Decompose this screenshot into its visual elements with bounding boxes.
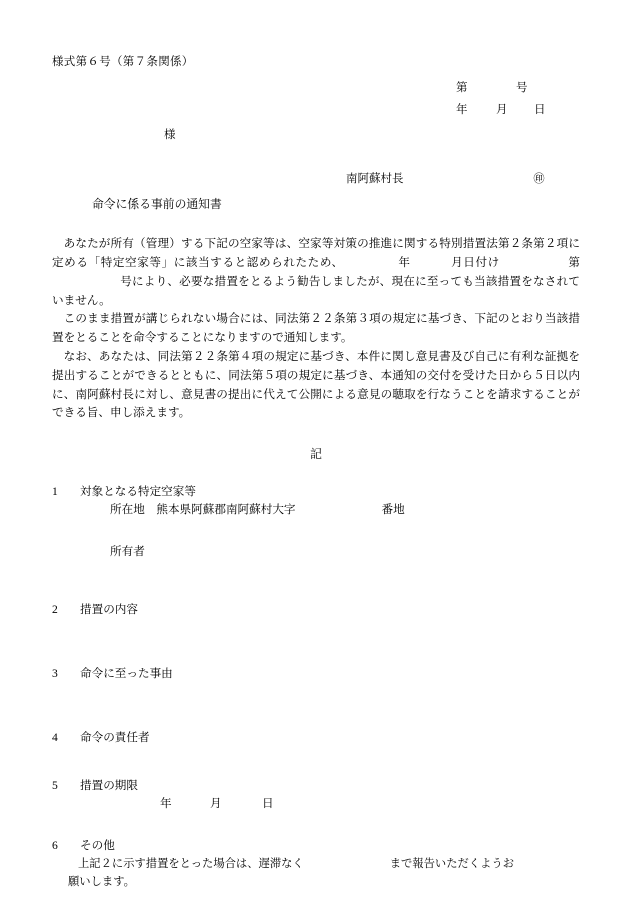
date-year-label: 年 [456, 103, 468, 116]
addressee-honorific: 様 [164, 129, 176, 142]
item-number: 5 [52, 779, 58, 793]
paragraph-1-number-label: 第 [567, 256, 580, 270]
seal-icon: ㊞ [533, 173, 545, 186]
item-label: その他 [80, 839, 115, 853]
issuer-name: 南阿蘇村長 [346, 173, 404, 186]
item-number: 2 [52, 603, 58, 617]
deadline-month-label: 月 [210, 797, 222, 811]
item-list [52, 483, 580, 891]
item-number: 4 [52, 731, 58, 745]
item-sub-owner [110, 543, 580, 561]
date-month-label: 月 [496, 103, 508, 116]
paragraph-1-text-b: 号により、必要な措置をとるよう勧告しましたが、現在に至っても当該措置をなされていません。 [52, 274, 580, 307]
paragraph-3: なお、あなたは、同法第２２条第４項の規定に基づき、本件に関し意見書及び自己に有利な証拠を提出することができるとともに、同法第５項の規定に基づき、本通知の交付を受けた日から５日以内に、南阿蘇村長に対し、意見書の提出に代えて公開による意見の聴取を行なうことを請求することができる旨、申し添えます。 [52, 350, 580, 420]
blank-space [52, 567, 580, 601]
item-heading [52, 483, 580, 501]
paragraph-2: このまま措置が講じられない場合には、同法第２２条第３項の規定に基づき、下記のとおり当該措置をとることを命令することになりますので通知します。 [52, 312, 580, 345]
paragraph-1 [52, 235, 580, 310]
issuer-line [346, 171, 580, 189]
item-label: 命令に至った事由 [80, 667, 173, 681]
item-label: 措置の期限 [80, 779, 138, 793]
blank-space [52, 625, 580, 665]
document-sheet [52, 54, 580, 897]
paragraph-1-year: 年 [397, 256, 411, 270]
item-note [68, 855, 580, 891]
item-note-text-b: まで報告いただくようお [389, 858, 514, 871]
paragraph-1-day: 日付け [463, 256, 500, 270]
item-note-text-a: 上記２に示す措置をとった場合は、遅滞なく [78, 858, 304, 871]
paragraph-1-text-a: あなたが所有（管理）する下記の空家等は、空家等対策の推進に関する特別措置法第２条第２項に定める「特定空家等」に該当すると認められたため、 [52, 237, 580, 270]
list-item [52, 837, 580, 891]
list-item [52, 729, 580, 747]
blank-space [52, 519, 580, 543]
document-title: 命令に係る事前の通知書 [92, 197, 222, 212]
item-number: 1 [52, 485, 58, 499]
item-heading [52, 729, 580, 747]
owner-label: 所有者 [110, 545, 145, 559]
document-body [52, 235, 580, 423]
blank-space [52, 819, 580, 837]
document-number-unit: 号 [516, 81, 528, 94]
kiji-heading: 記 [310, 447, 322, 462]
deadline-year-label: 年 [160, 797, 172, 811]
list-item [52, 665, 580, 683]
document-date-line [456, 102, 580, 120]
item-number: 6 [52, 839, 58, 853]
item-note-line-2: 願いします。 [68, 876, 135, 889]
item-label: 対象となる特定空家等 [80, 485, 196, 499]
item-heading [52, 665, 580, 683]
item-sub-location [110, 501, 580, 519]
location-banchi: 番地 [381, 503, 405, 517]
paragraph-1-month: 月 [450, 256, 464, 270]
item-heading [52, 601, 580, 619]
item-heading [52, 837, 580, 855]
list-item [52, 601, 580, 619]
item-label: 措置の内容 [80, 603, 138, 617]
list-item [52, 483, 580, 561]
document-number-line [456, 80, 580, 98]
item-number: 3 [52, 667, 58, 681]
list-item [52, 777, 580, 813]
document-number-label: 第 [456, 81, 468, 94]
blank-space [52, 689, 580, 729]
form-number: 様式第６号（第７条関係） [52, 56, 194, 68]
date-day-label: 日 [534, 103, 546, 116]
blank-space [52, 753, 580, 777]
blank-space [296, 501, 382, 519]
item-note-line-1 [78, 855, 580, 873]
deadline-day-label: 日 [262, 797, 274, 811]
item-label: 命令の責任者 [80, 731, 150, 745]
deadline-date-line [160, 795, 580, 813]
location-label: 所在地 熊本県阿蘇郡南阿蘇村大字 [110, 503, 296, 517]
item-heading [52, 777, 580, 795]
